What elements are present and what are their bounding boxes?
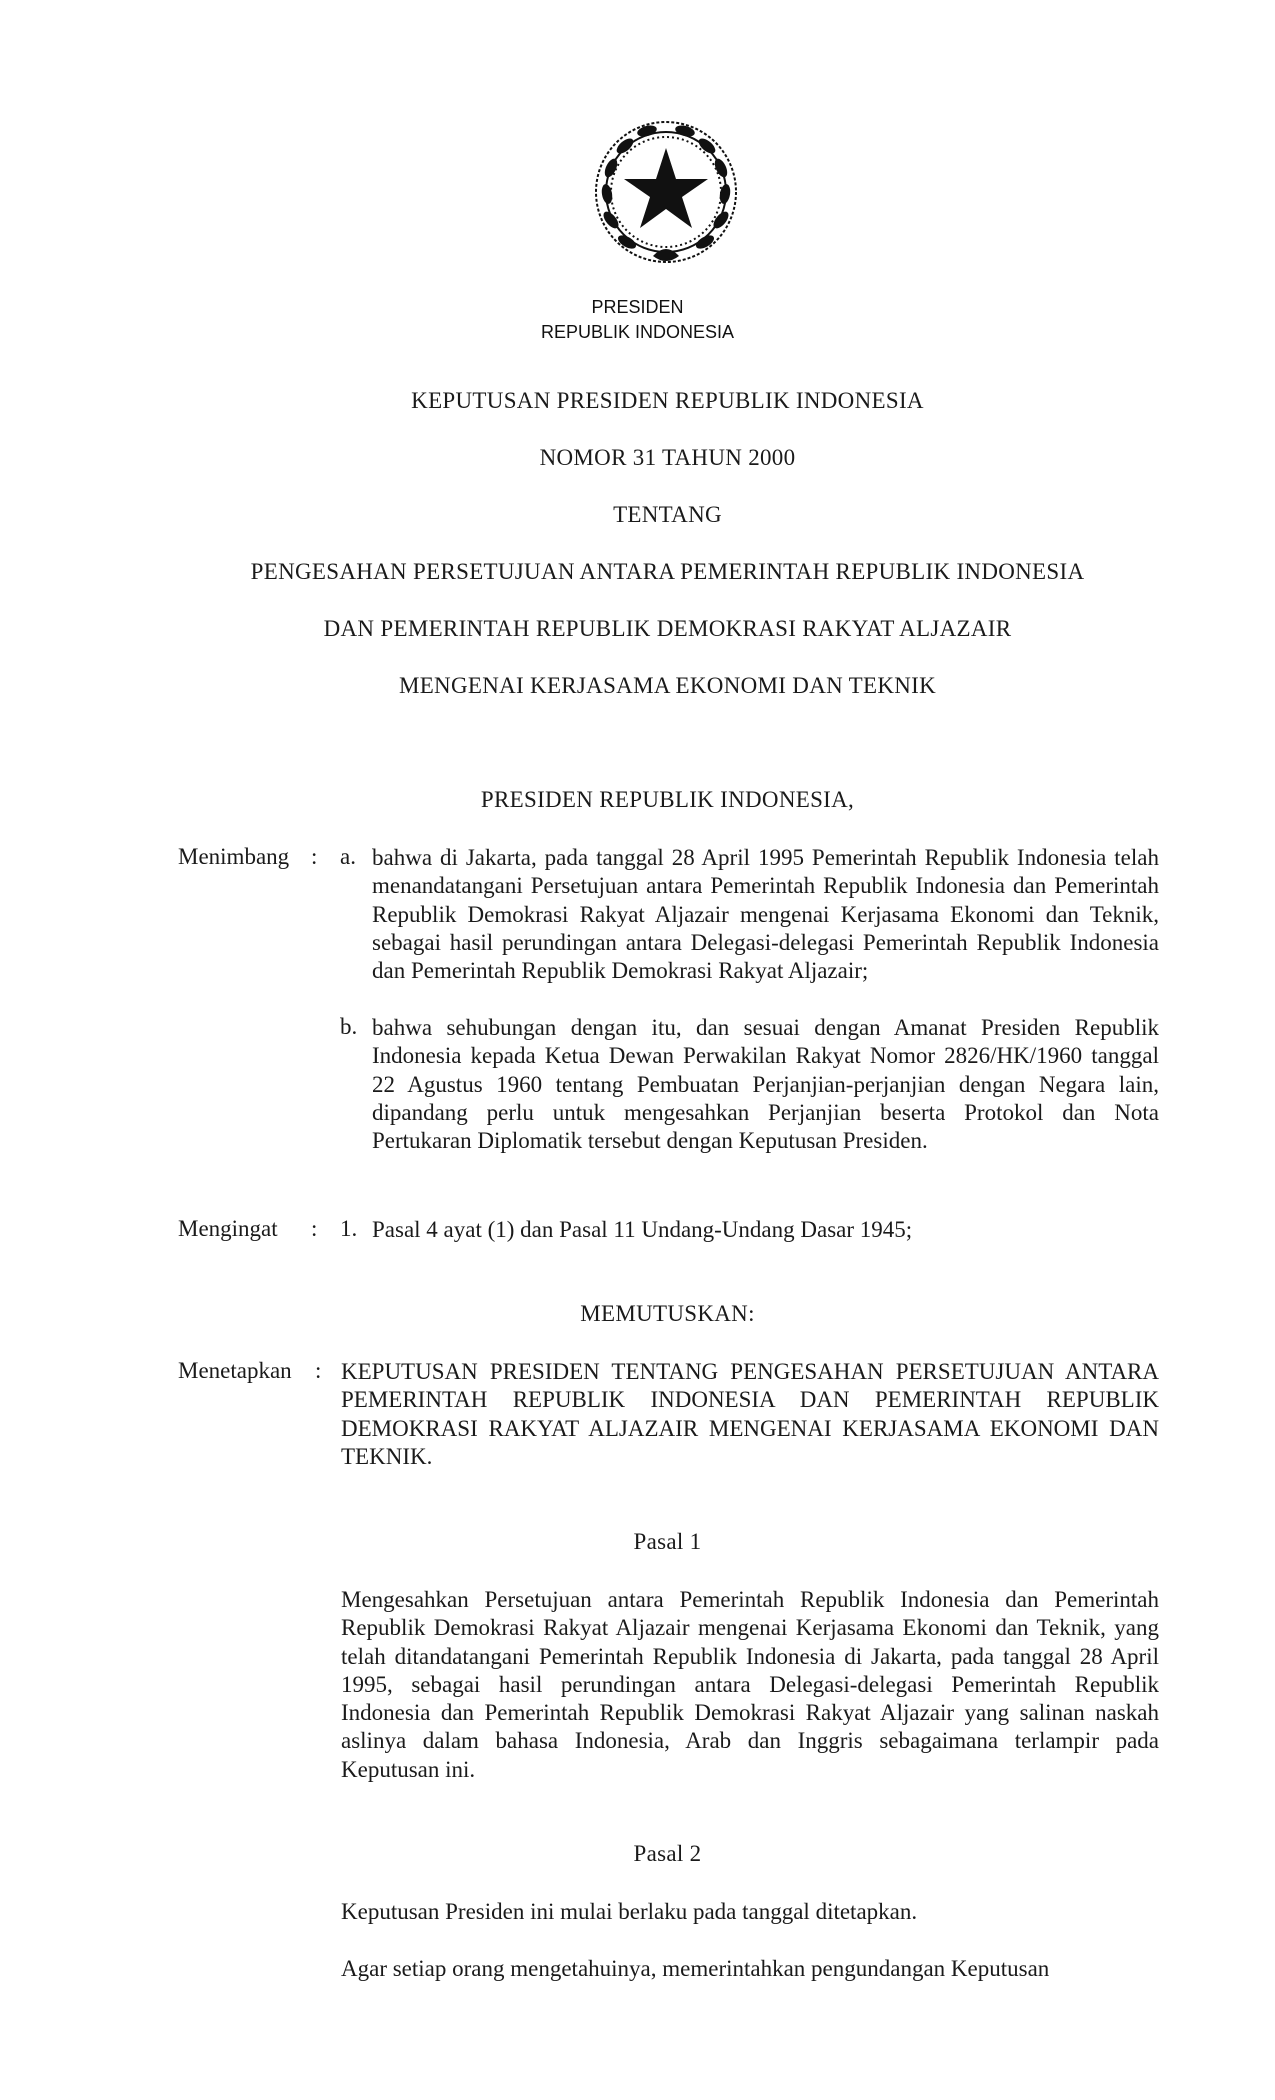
memutuskan-heading: MEMUTUSKAN: xyxy=(580,1301,755,1326)
pasal1-text: Mengesahkan Persetujuan antara Pemerintah Republik Indonesia dan Pemerintah Republik Demokrasi Rakyat Aljazair mengenai Kerjasama Ekonomi dan Teknik, yang telah ditandatangani Pemerintah Republik Indonesia di Jakarta, pada tanggal 28 April 1995, sebagai hasil perundingan antara Delegasi-delegasi Pemerintah Republik Indonesia dan Pemerintah Republik Demokrasi Rakyat Aljazair yang salinan naskah aslinya dalam bahasa Indonesia, Arab dan Inggris sebagaimana terlampir pada Keputusan ini. xyxy=(341,1587,1159,1782)
menetapkan-colon: : xyxy=(315,1358,322,1383)
pasal2-text1: Keputusan Presiden ini mulai berlaku pada tanggal ditetapkan. xyxy=(341,1899,918,1924)
mengingat-item-1: Pasal 4 ayat (1) dan Pasal 11 Undang-Undang Dasar 1945; xyxy=(372,1217,913,1242)
mengingat-colon: : xyxy=(311,1216,318,1241)
menetapkan-text: KEPUTUSAN PRESIDEN TENTANG PENGESAHAN PERSETUJUAN ANTARA PEMERINTAH REPUBLIK INDONESIA DAN PEMERINTAH REPUBLIK DEMOKRASI RAKYAT ALJAZAIR MENGENAI KERJASAMA EKONOMI DAN TEKNIK. xyxy=(341,1359,1159,1469)
pasal2-text2: Agar setiap orang mengetahuinya, memerintahkan pengundangan Keputusan xyxy=(341,1956,1050,1981)
menimbang-label: Menimbang xyxy=(178,844,290,869)
presidential-emblem-icon xyxy=(587,116,745,274)
menimbang-colon: : xyxy=(311,844,318,869)
decree-subject-line1: PENGESAHAN PERSETUJUAN ANTARA PEMERINTAH REPUBLIK INDONESIA xyxy=(250,559,1085,584)
menimbang-item-a: bahwa di Jakarta, pada tanggal 28 April 1995 Pemerintah Republik Indonesia telah menandatangani Persetujuan antara Pemerintah Republik Indonesia dan Pemerintah Republik Demokrasi Rakyat Aljazair mengenai Kerjasama Ekonomi dan Teknik, sebagai hasil perundingan antara Delegasi-delegasi Pemerintah Republik Indonesia dan Pemerintah Republik Demokrasi Rakyat Aljazair; xyxy=(372,845,1159,984)
authority-line: PRESIDEN REPUBLIK INDONESIA, xyxy=(480,787,855,812)
menimbang-marker-b: b. xyxy=(340,1014,358,1039)
menimbang-marker-a: a. xyxy=(340,844,356,869)
decree-number: NOMOR 31 TAHUN 2000 xyxy=(539,445,796,470)
decree-subject-line2: DAN PEMERINTAH REPUBLIK DEMOKRASI RAKYAT ALJAZAIR xyxy=(323,616,1012,641)
mengingat-label: Mengingat xyxy=(178,1216,278,1241)
decree-about: TENTANG xyxy=(613,502,722,527)
menimbang-item-b: bahwa sehubungan dengan itu, dan sesuai dengan Amanat Presiden Republik Indonesia kepada Ketua Dewan Perwakilan Rakyat Nomor 2826/HK/1960 tanggal 22 Agustus 1960 tentang Pembuatan Perjanjian-perjanjian dengan Negara lain, dipandang perlu untuk mengesahkan Perjanjian beserta Protokol dan Nota Pertukaran Diplomatik tersebut dengan Keputusan Presiden. xyxy=(372,1015,1159,1154)
decree-title: KEPUTUSAN PRESIDEN REPUBLIK INDONESIA xyxy=(411,388,924,413)
pasal2-title: Pasal 2 xyxy=(633,1841,702,1866)
pasal1-title: Pasal 1 xyxy=(633,1529,702,1554)
emblem-caption-line1: PRESIDEN xyxy=(591,297,684,317)
menetapkan-label: Menetapkan xyxy=(178,1358,292,1383)
mengingat-marker-1: 1. xyxy=(340,1216,358,1241)
emblem-caption-line2: REPUBLIK INDONESIA xyxy=(540,322,735,342)
decree-subject-line3: MENGENAI KERJASAMA EKONOMI DAN TEKNIK xyxy=(398,673,937,698)
